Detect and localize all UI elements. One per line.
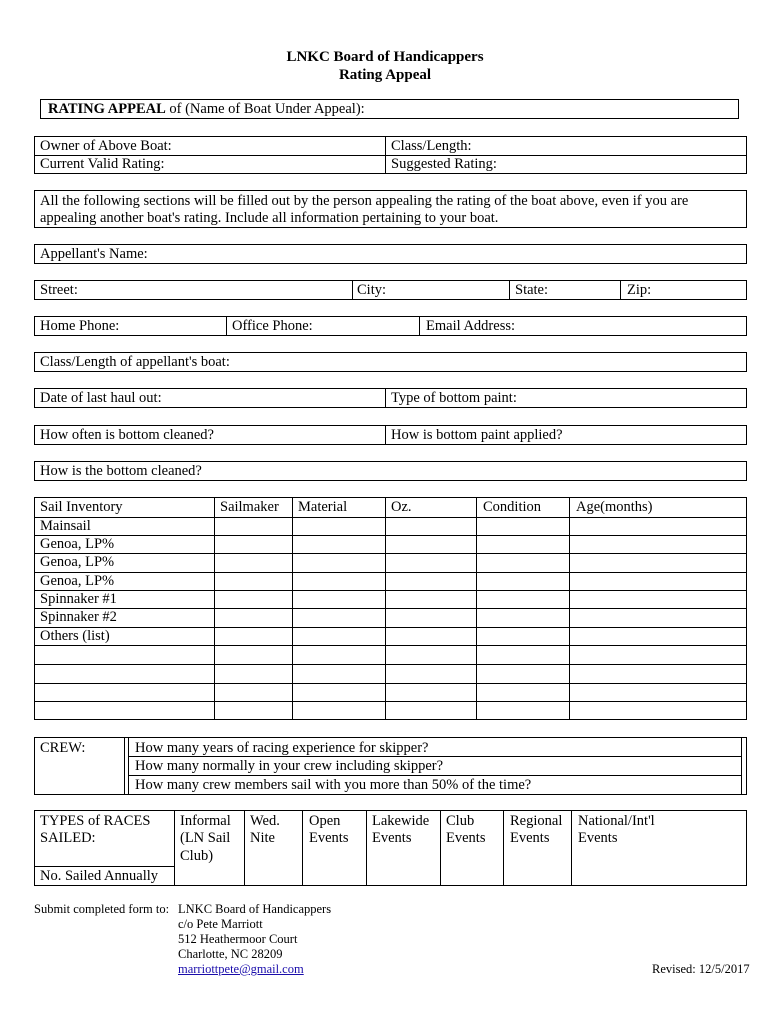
current-rating-field[interactable]: Current Valid Rating: — [40, 156, 165, 172]
appeal-label-rest: of (Name of Boat Under Appeal): — [169, 101, 365, 117]
form-subtitle: Rating Appeal — [338, 67, 432, 83]
address-line-1: LNKC Board of Handicappers — [178, 902, 332, 916]
sail-row-label: Genoa, LP% — [40, 536, 115, 552]
zip-field[interactable]: Zip: — [627, 282, 652, 298]
sail-row-label: Genoa, LP% — [40, 573, 115, 589]
race-type-informal-line-2: (LN Sail — [180, 830, 231, 846]
home-phone-field[interactable]: Home Phone: — [40, 318, 120, 334]
submit-label: Submit completed form to: — [34, 902, 170, 916]
sail-row-label: Spinnaker #1 — [40, 591, 117, 607]
race-type-regional: Regional — [510, 813, 563, 829]
crew-question-regular-crew[interactable]: How many crew members sail with you more than 50% of the time? — [135, 777, 532, 793]
sail-row-label: Mainsail — [40, 518, 91, 534]
col-header-sail-inventory: Sail Inventory — [40, 499, 123, 515]
race-type-open: Open — [309, 813, 341, 829]
instructions-line-1: All the following sections will be filled out by the person appealing the rating of the boat above, even if you are — [40, 193, 689, 209]
sail-row-label: Genoa, LP% — [40, 554, 115, 570]
race-type-club-line-2: Events — [446, 830, 486, 846]
races-label-line-1: TYPES of RACES — [40, 813, 151, 829]
email-field[interactable]: Email Address: — [426, 318, 516, 334]
class-length-field[interactable]: Class/Length: — [391, 138, 472, 154]
crew-question-skipper-experience[interactable]: How many years of racing experience for skipper? — [135, 740, 429, 756]
sail-row-label: Spinnaker #2 — [40, 609, 117, 625]
appeal-label: RATING APPEAL — [48, 101, 166, 117]
race-type-informal-line-3: Club) — [180, 848, 214, 864]
owner-field[interactable]: Owner of Above Boat: — [40, 138, 172, 154]
paint-applied-field[interactable]: How is bottom paint applied? — [391, 427, 563, 443]
crew-question-crew-size[interactable]: How many normally in your crew including skipper? — [135, 758, 444, 774]
revised-date: Revised: 12/5/2017 — [652, 962, 750, 976]
race-type-national-line-2: Events — [578, 830, 618, 846]
race-type-club: Club — [446, 813, 475, 829]
col-header-oz: Oz. — [391, 499, 412, 515]
appellant-name-label: Appellant's Name: — [40, 246, 148, 262]
sailed-annually-label: No. Sailed Annually — [40, 868, 159, 884]
suggested-rating-field[interactable]: Suggested Rating: — [391, 156, 497, 172]
race-type-wed-nite: Wed. — [250, 813, 280, 829]
col-header-material: Material — [298, 499, 348, 515]
address-line-3: 512 Heathermoor Court — [178, 932, 298, 946]
race-type-regional-line-2: Events — [510, 830, 550, 846]
race-type-national: National/Int'l — [578, 813, 655, 829]
contact-row — [34, 316, 747, 336]
form-title: LNKC Board of Handicappers — [286, 49, 484, 65]
office-phone-field[interactable]: Office Phone: — [232, 318, 313, 334]
col-header-condition: Condition — [483, 499, 542, 515]
how-cleaned-label: How is the bottom cleaned? — [40, 463, 202, 479]
race-type-informal: Informal — [180, 813, 231, 829]
how-often-field[interactable]: How often is bottom cleaned? — [40, 427, 214, 443]
instructions-line-2: appealing another boat's rating. Include all information pertaining to your boat. — [40, 210, 499, 226]
crew-label: CREW: — [40, 740, 86, 756]
email-link[interactable]: marriottpete@gmail.com — [178, 962, 304, 976]
col-header-age: Age(months) — [576, 499, 653, 515]
address-line-4: Charlotte, NC 28209 — [178, 947, 283, 961]
haul-out-field[interactable]: Date of last haul out: — [40, 390, 162, 406]
address-line-2: c/o Pete Marriott — [178, 917, 263, 931]
races-label-line-2: SAILED: — [40, 830, 96, 846]
race-type-open-line-2: Events — [309, 830, 349, 846]
bottom-paint-field[interactable]: Type of bottom paint: — [391, 390, 517, 406]
appellant-class-label: Class/Length of appellant's boat: — [40, 354, 230, 370]
street-field[interactable]: Street: — [40, 282, 78, 298]
col-header-sailmaker: Sailmaker — [220, 499, 279, 515]
city-field[interactable]: City: — [357, 282, 387, 298]
race-type-lakewide-line-2: Events — [372, 830, 412, 846]
race-type-wed-nite-line-2: Nite — [250, 830, 275, 846]
race-type-lakewide: Lakewide — [372, 813, 430, 829]
sail-row-label: Others (list) — [40, 628, 110, 644]
state-field[interactable]: State: — [515, 282, 549, 298]
